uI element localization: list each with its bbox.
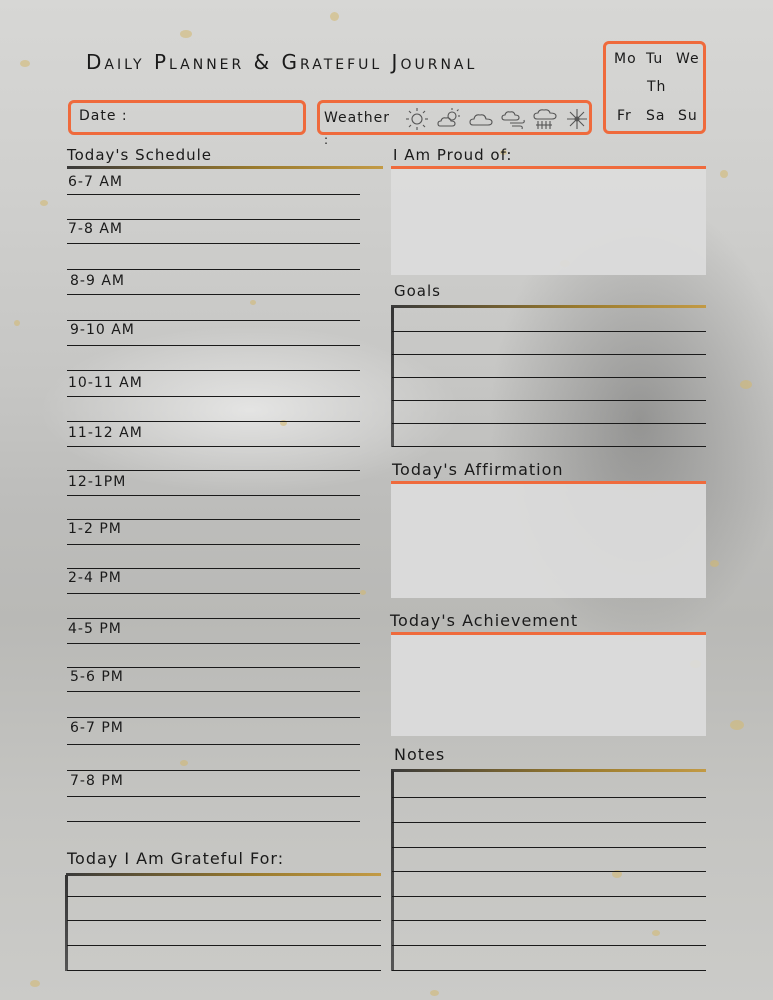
cloud-icon[interactable] — [468, 107, 494, 131]
schedule-line[interactable] — [67, 243, 360, 244]
goals-rule — [391, 305, 706, 308]
day-mo[interactable]: Mo — [614, 51, 637, 67]
affirmation-title: Today's Affirmation — [392, 460, 564, 479]
notes-line[interactable] — [392, 920, 706, 921]
schedule-line[interactable] — [67, 691, 360, 692]
schedule-line[interactable] — [67, 219, 360, 220]
notes-line[interactable] — [392, 896, 706, 897]
notes-line[interactable] — [392, 871, 706, 872]
rain-icon[interactable] — [532, 107, 558, 131]
weather-colon: : — [324, 133, 329, 147]
day-tu[interactable]: Tu — [646, 51, 664, 67]
schedule-line[interactable] — [67, 470, 360, 471]
time-slot-label: 6-7 PM — [70, 720, 124, 736]
schedule-line[interactable] — [67, 717, 360, 718]
notes-line[interactable] — [392, 970, 706, 971]
schedule-line[interactable] — [67, 495, 360, 496]
schedule-line[interactable] — [67, 396, 360, 397]
notes-line[interactable] — [392, 797, 706, 798]
day-fr[interactable]: Fr — [617, 108, 632, 124]
date-field[interactable] — [68, 100, 306, 135]
time-slot-label: 6-7 AM — [68, 174, 123, 190]
weather-field[interactable] — [317, 100, 592, 147]
sun-icon[interactable] — [404, 107, 430, 131]
day-su[interactable]: Su — [678, 108, 698, 124]
schedule-line[interactable] — [67, 643, 360, 644]
achievement-panel[interactable] — [391, 635, 706, 736]
schedule-line[interactable] — [67, 618, 360, 619]
goals-line[interactable] — [392, 354, 706, 355]
grateful-line[interactable] — [67, 920, 381, 921]
schedule-line[interactable] — [67, 269, 360, 270]
time-slot-label: 7-8 PM — [70, 773, 124, 789]
notes-title: Notes — [394, 745, 446, 764]
schedule-line[interactable] — [67, 446, 360, 447]
schedule-line[interactable] — [67, 294, 360, 295]
time-slot-label: 9-10 AM — [70, 322, 135, 338]
day-of-week-selector — [603, 41, 706, 134]
grateful-line[interactable] — [67, 945, 381, 946]
schedule-title: Today's Schedule — [67, 146, 213, 164]
proud-title: I Am Proud of: — [393, 146, 513, 164]
weather-icons — [404, 107, 590, 131]
schedule-line[interactable] — [67, 544, 360, 545]
notes-line[interactable] — [392, 822, 706, 823]
schedule-line[interactable] — [67, 345, 360, 346]
proud-panel[interactable] — [391, 169, 706, 275]
schedule-line[interactable] — [67, 593, 360, 594]
grateful-rule — [66, 873, 381, 876]
schedule-rule — [67, 166, 383, 169]
goals-line[interactable] — [392, 400, 706, 401]
schedule-line[interactable] — [67, 796, 360, 797]
schedule-line[interactable] — [67, 194, 360, 195]
time-slot-label: 1-2 PM — [68, 521, 122, 537]
schedule-line[interactable] — [67, 421, 360, 422]
schedule-line[interactable] — [67, 821, 360, 822]
time-slot-label: 2-4 PM — [68, 570, 122, 586]
affirmation-panel[interactable] — [391, 484, 706, 598]
schedule-line[interactable] — [67, 320, 360, 321]
notes-line[interactable] — [392, 847, 706, 848]
partly-cloudy-icon[interactable] — [436, 107, 462, 131]
schedule-line[interactable] — [67, 744, 360, 745]
windy-icon[interactable] — [500, 107, 526, 131]
grateful-title: Today I Am Grateful For: — [67, 849, 285, 868]
achievement-title: Today's Achievement — [390, 611, 579, 630]
day-sa[interactable]: Sa — [646, 108, 666, 124]
snowflake-icon[interactable] — [564, 107, 590, 131]
schedule-line[interactable] — [67, 667, 360, 668]
weather-label: Weather — [324, 110, 390, 126]
time-slot-label: 12-1PM — [68, 474, 127, 490]
schedule-line[interactable] — [67, 770, 360, 771]
goals-line[interactable] — [392, 446, 706, 447]
grateful-line[interactable] — [67, 896, 381, 897]
time-slot-label: 5-6 PM — [70, 669, 124, 685]
schedule-line[interactable] — [67, 519, 360, 520]
time-slot-label: 7-8 AM — [68, 221, 123, 237]
date-label: Date : — [79, 108, 128, 124]
time-slot-label: 11-12 AM — [68, 425, 143, 441]
grateful-margin-bar — [65, 875, 68, 971]
page-title: Daily Planner & Grateful Journal — [86, 50, 478, 74]
goals-line[interactable] — [392, 377, 706, 378]
schedule-line[interactable] — [67, 370, 360, 371]
goals-line[interactable] — [392, 423, 706, 424]
time-slot-label: 8-9 AM — [70, 273, 125, 289]
goals-line[interactable] — [392, 331, 706, 332]
goals-title: Goals — [394, 282, 441, 300]
notes-line[interactable] — [392, 945, 706, 946]
notes-rule — [391, 769, 706, 772]
day-we[interactable]: We — [676, 51, 700, 67]
day-th[interactable]: Th — [647, 79, 667, 95]
schedule-line[interactable] — [67, 568, 360, 569]
grateful-line[interactable] — [67, 970, 381, 971]
time-slot-label: 10-11 AM — [68, 375, 143, 391]
time-slot-label: 4-5 PM — [68, 621, 122, 637]
